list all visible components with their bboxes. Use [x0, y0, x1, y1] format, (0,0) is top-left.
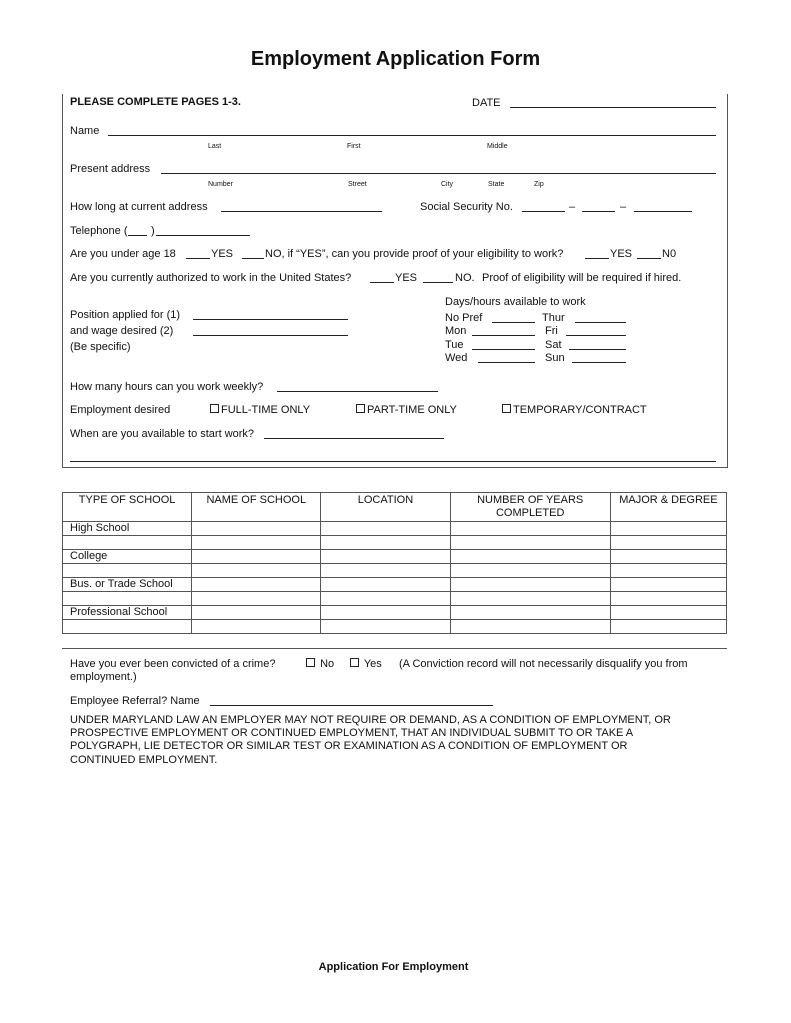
table-cell[interactable] [63, 620, 192, 634]
proof-yes-label: YES [610, 248, 633, 260]
day-wed: Wed [445, 352, 468, 364]
table-cell[interactable] [610, 606, 726, 620]
referral-field[interactable] [210, 705, 493, 706]
crime-yes-option[interactable]: Yes [350, 658, 382, 670]
name-sublabel-middle: Middle [487, 143, 508, 150]
school-type-trade: Bus. or Trade School [63, 578, 192, 592]
authorized-yes-field[interactable] [370, 282, 394, 283]
day-sun: Sun [545, 352, 565, 364]
day-sun-field[interactable] [572, 362, 626, 363]
name-sublabel-first: First [347, 143, 361, 150]
name-label: Name [70, 125, 100, 137]
ssn-label: Social Security No. [420, 201, 513, 213]
table-cell[interactable] [610, 564, 726, 578]
table-cell[interactable] [321, 536, 450, 550]
extra-line[interactable] [70, 461, 716, 462]
table-cell[interactable] [610, 620, 726, 634]
date-label: DATE [472, 97, 501, 109]
age-yes-field[interactable] [186, 258, 210, 259]
referral-label: Employee Referral? Name [70, 695, 200, 707]
authorized-yes-label: YES [395, 272, 418, 284]
table-cell[interactable] [450, 578, 610, 592]
table-row [63, 536, 727, 550]
table-row [63, 620, 727, 634]
day-mon: Mon [445, 325, 467, 337]
table-cell[interactable] [610, 522, 726, 536]
header-name-of-school: NAME OF SCHOOL [192, 493, 321, 522]
start-field[interactable] [264, 438, 444, 439]
address-label: Present address [70, 163, 151, 175]
day-thur-field[interactable] [575, 322, 626, 323]
table-row [63, 522, 727, 536]
page-title: Employment Application Form [250, 48, 541, 70]
table-cell[interactable] [192, 592, 321, 606]
day-wed-field[interactable] [478, 362, 535, 363]
day-tue-field[interactable] [472, 349, 535, 350]
name-field[interactable] [108, 135, 716, 136]
how-long-label: How long at current address [70, 201, 208, 213]
table-cell[interactable] [450, 550, 610, 564]
address-field[interactable] [161, 173, 716, 174]
ssn-field-2[interactable] [582, 211, 615, 212]
table-cell[interactable] [450, 620, 610, 634]
table-cell[interactable] [321, 606, 450, 620]
address-sublabel-street: Street [348, 181, 367, 188]
table-cell[interactable] [610, 550, 726, 564]
table-cell[interactable] [321, 550, 450, 564]
address-sublabel-state: State [488, 181, 505, 188]
ssn-field-3[interactable] [634, 211, 692, 212]
position-field-1[interactable] [193, 319, 348, 320]
name-sublabel-last: Last [208, 143, 222, 150]
ssn-field-1[interactable] [522, 211, 565, 212]
school-type-high-school: High School [63, 522, 192, 536]
header-location: LOCATION [321, 493, 450, 522]
table-cell[interactable] [192, 536, 321, 550]
table-row [63, 592, 727, 606]
start-label: When are you available to start work? [70, 428, 255, 440]
temporary-checkbox[interactable] [502, 404, 511, 413]
school-type-college: College [63, 550, 192, 564]
age-question: Are you under age 18 [70, 248, 176, 260]
table-cell[interactable] [321, 578, 450, 592]
part-time-option[interactable]: PART-TIME ONLY [356, 404, 457, 416]
table-cell[interactable] [450, 564, 610, 578]
table-header-row [63, 493, 727, 522]
table-cell[interactable] [450, 606, 610, 620]
hours-weekly-field[interactable] [277, 391, 438, 392]
table-cell[interactable] [192, 522, 321, 536]
crime-note-2: employment.) [70, 671, 137, 683]
telephone-close: ) [151, 225, 155, 237]
header-years-completed: NUMBER OF YEARS COMPLETED [450, 493, 610, 522]
position-line-2: and wage desired (2) [70, 325, 174, 337]
table-cell[interactable] [192, 550, 321, 564]
table-cell[interactable] [63, 536, 192, 550]
table-row [63, 578, 727, 592]
table-row [63, 564, 727, 578]
day-fri: Fri [545, 325, 558, 337]
table-cell[interactable] [321, 592, 450, 606]
authorized-note: Proof of eligibility will be required if hired. [482, 272, 682, 284]
telephone-area-field[interactable] [128, 235, 147, 236]
part-time-checkbox[interactable] [356, 404, 365, 413]
authorized-no-label: NO. [455, 272, 475, 284]
section-divider [62, 648, 727, 649]
table-cell[interactable] [63, 592, 192, 606]
temporary-option[interactable]: TEMPORARY/CONTRACT [502, 404, 647, 416]
table-cell[interactable] [450, 536, 610, 550]
header-type-of-school: TYPE OF SCHOOL [63, 493, 192, 522]
crime-no-option[interactable]: No [306, 658, 334, 670]
position-field-2[interactable] [193, 335, 348, 336]
proof-yes-field[interactable] [585, 258, 609, 259]
address-sublabel-zip: Zip [534, 181, 544, 188]
full-time-checkbox[interactable] [210, 404, 219, 413]
proof-no-field[interactable] [637, 258, 661, 259]
table-cell[interactable] [63, 564, 192, 578]
full-time-option[interactable]: FULL-TIME ONLY [210, 404, 310, 416]
day-thur: Thur [542, 312, 565, 324]
table-cell[interactable] [610, 578, 726, 592]
table-cell[interactable] [192, 564, 321, 578]
table-cell[interactable] [450, 592, 610, 606]
telephone-field[interactable] [156, 235, 250, 236]
days-heading: Days/hours available to work [445, 296, 586, 308]
crime-no-checkbox[interactable] [306, 658, 315, 667]
instructions: PLEASE COMPLETE PAGES 1-3. [70, 96, 241, 108]
day-sat: Sat [545, 339, 562, 351]
age-no-field[interactable] [242, 258, 264, 259]
table-cell[interactable] [192, 606, 321, 620]
day-mon-field[interactable] [472, 335, 535, 336]
page-footer: Application For Employment [318, 961, 469, 973]
authorized-question: Are you currently authorized to work in the United States? [70, 272, 352, 284]
crime-note: (A Conviction record will not necessarily disqualify you from [399, 658, 688, 670]
position-line-1: Position applied for (1) [70, 309, 181, 321]
law-line-3: POLYGRAPH, LIE DETECTOR OR SIMILAR TEST OR EXAMINATION AS A CONDITION OF EMPLOYMENT OR [70, 740, 628, 752]
day-no-pref: No Pref [445, 312, 483, 324]
day-no-pref-field[interactable] [492, 322, 535, 323]
header-major-degree: MAJOR & DEGREE [610, 493, 726, 522]
hours-weekly-label: How many hours can you work weekly? [70, 381, 264, 393]
law-line-1: UNDER MARYLAND LAW AN EMPLOYER MAY NOT REQUIRE OR DEMAND, AS A CONDITION OF EMPLOYMENT, OR [70, 714, 671, 726]
employment-desired-label: Employment desired [70, 404, 171, 416]
table-row [63, 606, 727, 620]
day-fri-field[interactable] [566, 335, 626, 336]
address-sublabel-city: City [441, 181, 454, 188]
table-cell[interactable] [450, 522, 610, 536]
table-cell[interactable] [610, 536, 726, 550]
table-cell[interactable] [610, 592, 726, 606]
education-table [62, 492, 727, 634]
table-cell[interactable] [192, 578, 321, 592]
crime-yes-checkbox[interactable] [350, 658, 359, 667]
authorized-no-field[interactable] [423, 282, 453, 283]
school-type-professional: Professional School [63, 606, 192, 620]
ssn-dash-1: – [569, 201, 576, 213]
date-field[interactable] [510, 107, 716, 108]
table-cell[interactable] [321, 522, 450, 536]
age-yes-label: YES [211, 248, 234, 260]
law-line-2: PROSPECTIVE EMPLOYMENT OR CONTINUED EMPLOYMENT, THAT AN INDIVIDUAL SUBMIT TO OR TAKE A [70, 727, 634, 739]
table-cell[interactable] [321, 564, 450, 578]
position-line-3: (Be specific) [70, 341, 131, 353]
day-sat-field[interactable] [569, 349, 626, 350]
table-cell[interactable] [321, 620, 450, 634]
proof-no-label: N0 [662, 248, 677, 260]
crime-question: Have you ever been convicted of a crime? [70, 658, 276, 670]
law-line-4: CONTINUED EMPLOYMENT. [70, 754, 218, 766]
table-cell[interactable] [192, 620, 321, 634]
table-row [63, 550, 727, 564]
address-sublabel-number: Number [208, 181, 233, 188]
telephone-label: Telephone ( [70, 225, 128, 237]
age-no-label: NO, if “YES”, can you provide proof of your eligibility to work? [265, 248, 564, 260]
day-tue: Tue [445, 339, 464, 351]
ssn-dash-2: – [620, 201, 627, 213]
how-long-field[interactable] [221, 211, 382, 212]
